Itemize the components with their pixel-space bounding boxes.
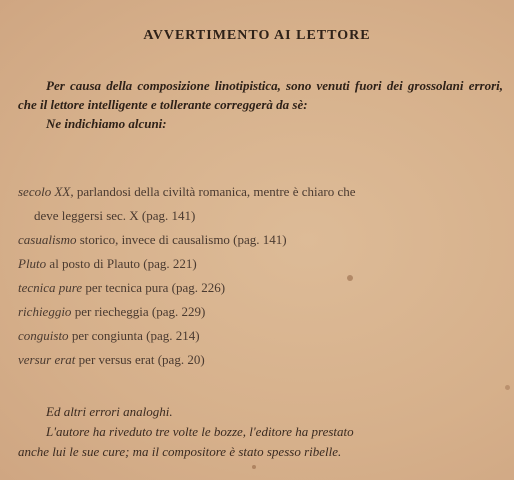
closing-paragraph [18, 402, 503, 462]
errata-item [18, 324, 503, 348]
errata-item-continuation: deve leggersi sec. X (pag. 141) [34, 208, 196, 223]
notice-paragraph [18, 76, 503, 133]
errata-correction: per congiunta (pag. 214) [68, 328, 200, 343]
errata-correction: parlandosi della civiltà romanica, mentre è chiaro che [73, 184, 356, 199]
stain-spot [252, 465, 256, 469]
errata-correction: per riecheggia (pag. 229) [71, 304, 206, 319]
errata-correction: storico, invece di causalismo (pag. 141) [76, 232, 287, 247]
errata-item [18, 180, 503, 204]
page-title: AVVERTIMENTO AI LETTORE [143, 28, 371, 43]
closing-line: L'autore ha riveduto tre volte le bozze, l'editore ha prestato [46, 424, 354, 439]
errata-correction: al posto di Plauto (pag. 221) [46, 256, 197, 271]
errata-wrong: conguisto [18, 328, 69, 343]
errata-wrong: richieggio [18, 304, 72, 319]
errata-correction: per versus erat (pag. 20) [75, 352, 205, 367]
errata-item [18, 300, 503, 324]
errata-wrong: secolo XX, [18, 184, 74, 199]
errata-item [18, 252, 503, 276]
errata-wrong: versur erat [18, 352, 76, 367]
errata-wrong: Pluto [18, 256, 47, 271]
notice-text: Per causa della composizione linotipistica, sono venuti fuori dei grossolani errori, che il lettore intelligente e tollerante correggerà da sè: [18, 78, 503, 112]
stain-spot [505, 385, 510, 390]
errata-wrong: casualismo [18, 232, 77, 247]
errata-item [18, 348, 503, 372]
errata-list [18, 180, 503, 372]
notice-intro: Ne indichiamo alcuni: [46, 116, 167, 131]
closing-line: Ed altri errori analoghi. [46, 404, 173, 419]
errata-item [18, 228, 503, 252]
errata-correction: per tecnica pura (pag. 226) [82, 280, 226, 295]
closing-line: anche lui le sue cure; ma il compositore è stato spesso ribelle. [18, 444, 342, 459]
errata-item [18, 276, 503, 300]
errata-wrong: tecnica pure [18, 280, 83, 295]
